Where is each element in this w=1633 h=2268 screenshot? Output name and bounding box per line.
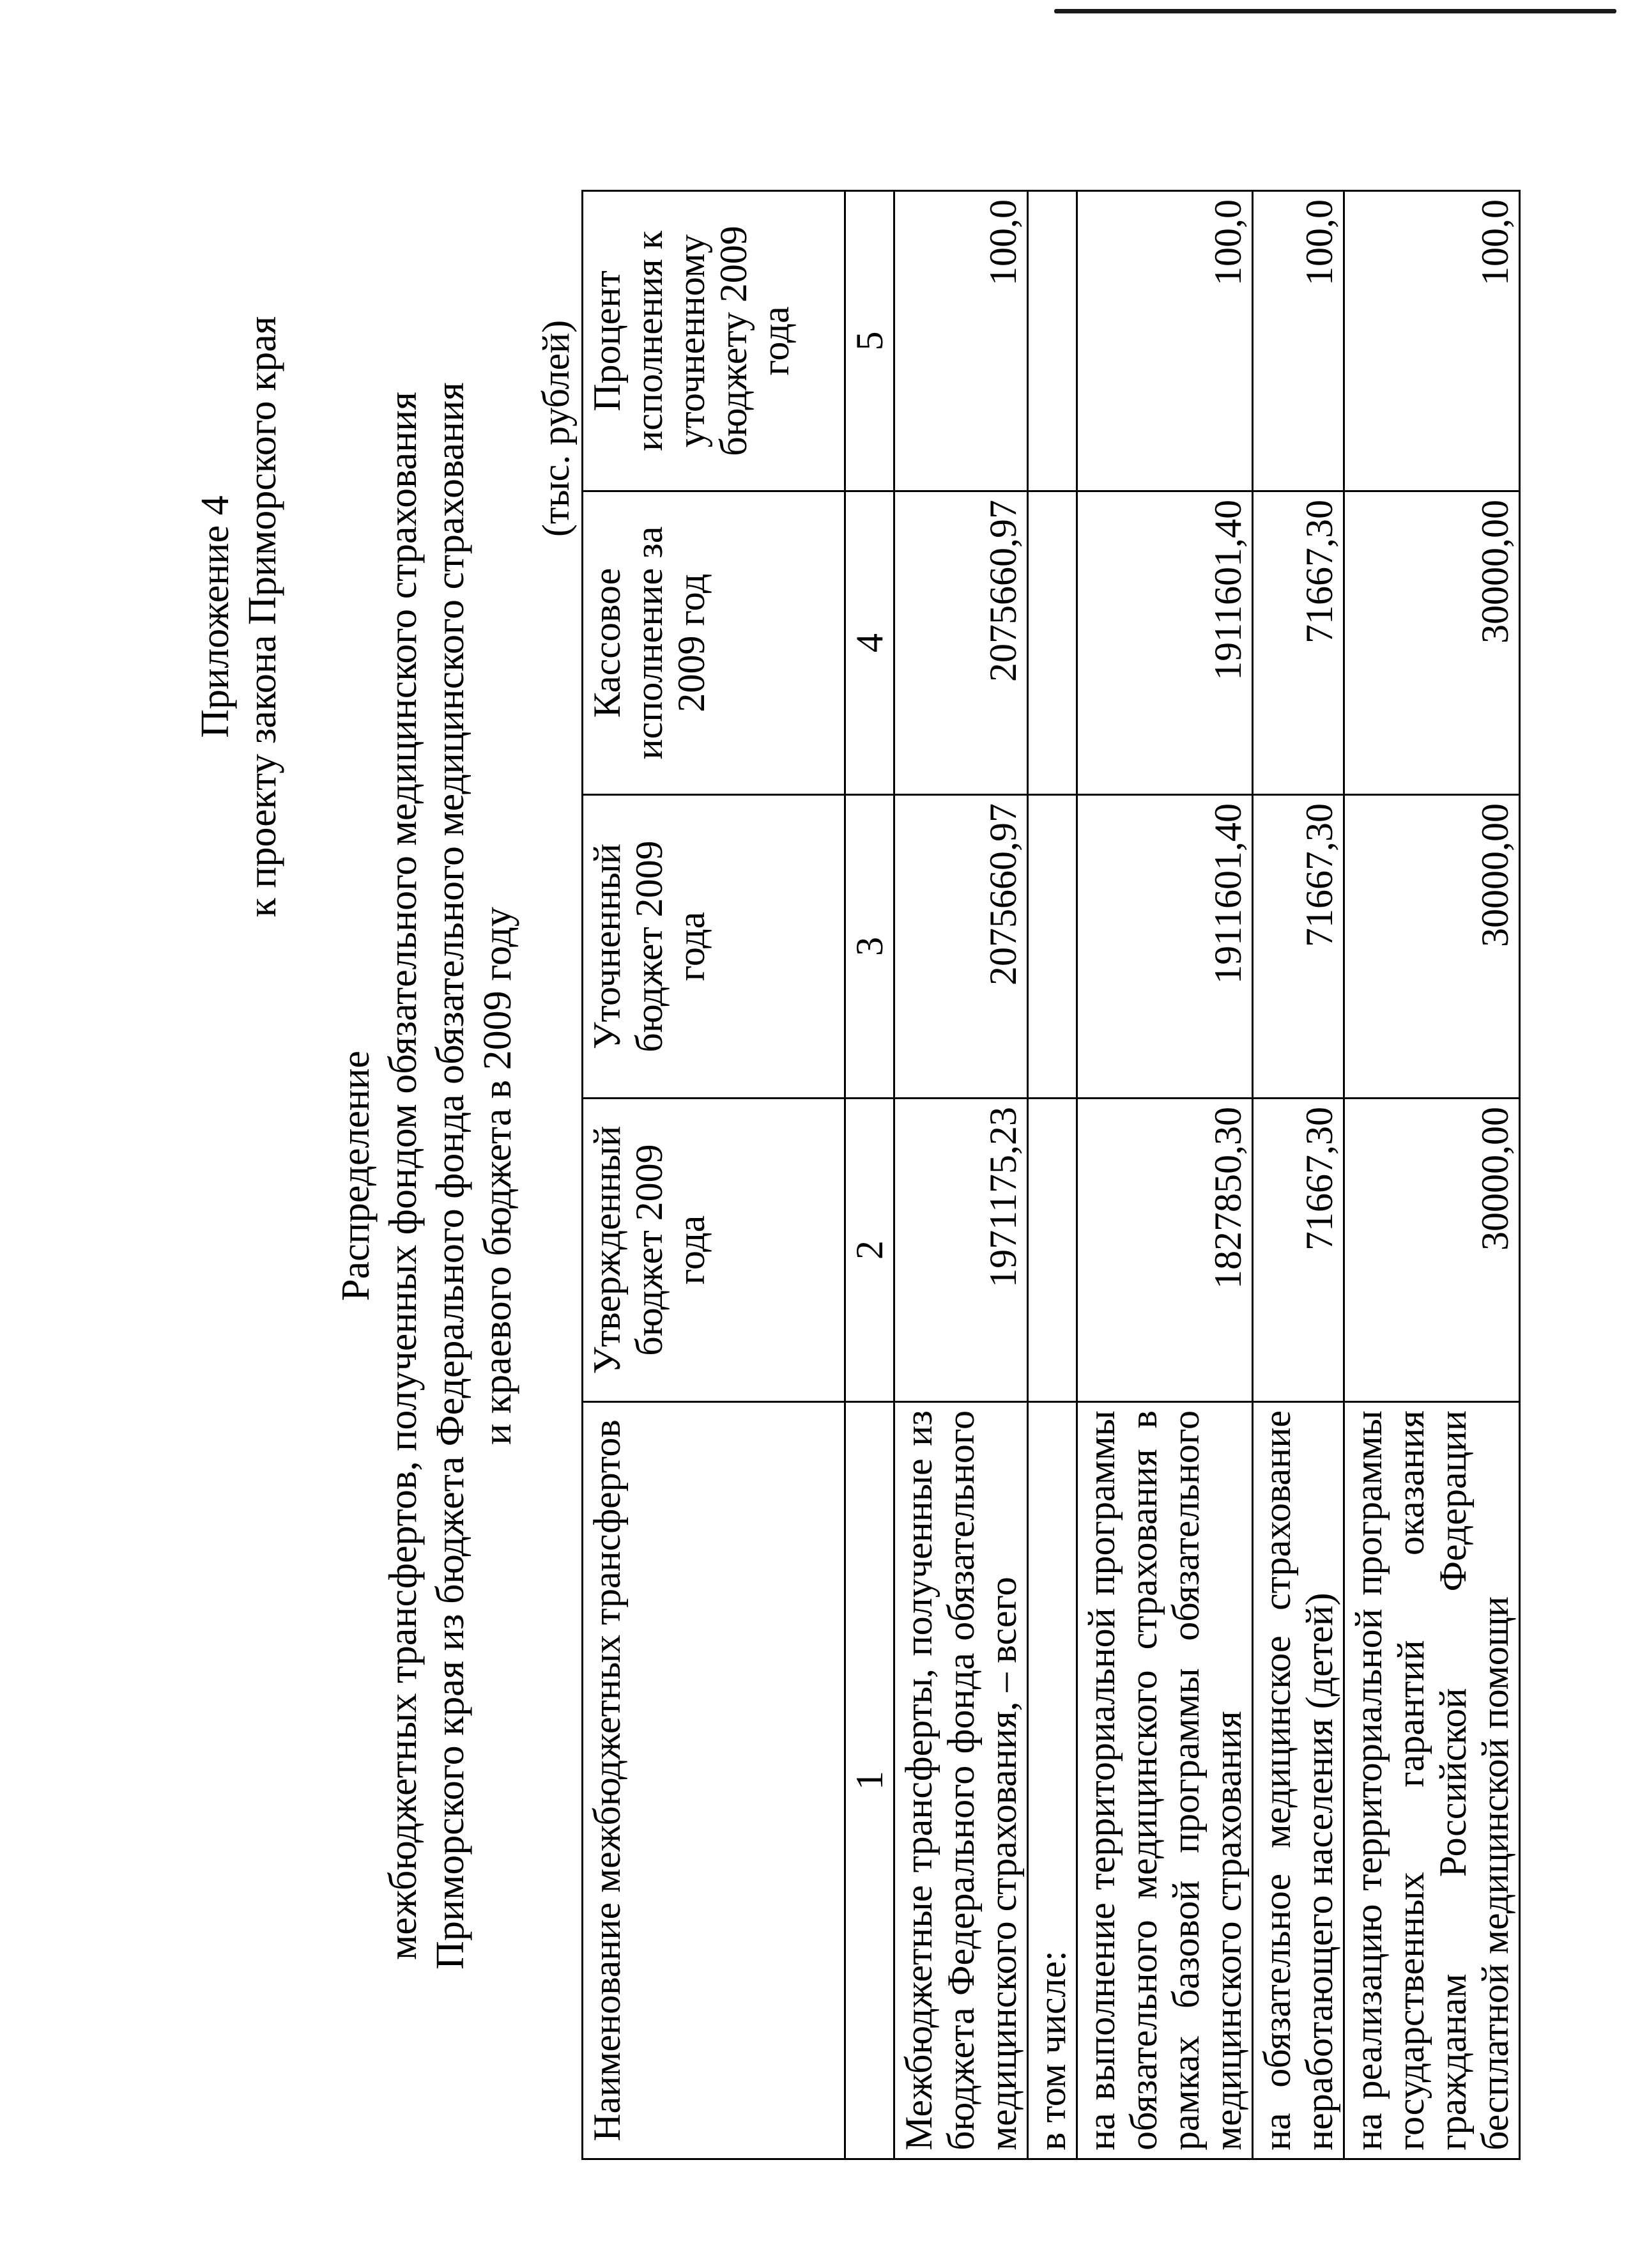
header-executed: Кассовое исполнение за 2009 год — [583, 491, 845, 795]
table-row — [1077, 191, 1253, 2159]
appendix-reference: к проекту закона Приморского края — [241, 316, 284, 918]
column-number: 5 — [845, 191, 894, 491]
row-approved: 71667,30 — [1253, 1099, 1344, 1402]
column-number: 3 — [845, 795, 894, 1099]
row-executed: 30000,00 — [1344, 491, 1520, 795]
column-number: 2 — [845, 1099, 894, 1402]
column-number: 4 — [845, 491, 894, 795]
header-approved: Утвержденный бюджет 2009 года — [583, 1099, 845, 1402]
document-title — [332, 153, 521, 2198]
row-percent: 100,0 — [1344, 191, 1520, 491]
title-line-1: Распределение — [334, 1051, 378, 1301]
appendix-label — [192, 249, 286, 984]
row-executed: 2075660,97 — [894, 491, 1028, 795]
row-executed: 1911601,40 — [1077, 491, 1253, 795]
row-name: Межбюджетные трансферты, полученные из бюджета Федерального фонда обязательного медицинского страхования, – всего — [894, 1402, 1028, 2159]
transfers-table — [581, 190, 1521, 2160]
row-name: на реализацию территориальной программы государственных гарантий оказания гражданам Российской Федерации бесплатной медицинской помощи — [1344, 1402, 1520, 2159]
row-revised: 1911601,40 — [1077, 795, 1253, 1099]
row-name: на обязательное медицинское страхование неработающего населения (детей) — [1253, 1402, 1344, 2159]
row-revised: 71667,30 — [1253, 795, 1344, 1099]
units-note: (тыс. рублей) — [535, 320, 577, 537]
row-name: на выполнение территориальной программы обязательного медицинского страхования в рамках базовой программы обязательного медицинского страхования — [1077, 1402, 1253, 2159]
row-executed: 71667,30 — [1253, 491, 1344, 795]
header-row — [583, 191, 845, 2159]
row-revised: 2075660,97 — [894, 795, 1028, 1099]
row-approved: 1971175,23 — [894, 1099, 1028, 1402]
row-percent: 100,0 — [894, 191, 1028, 491]
appendix-number: Приложение 4 — [194, 495, 237, 738]
row-percent: 100,0 — [1077, 191, 1253, 491]
row-name: в том числе: — [1028, 1402, 1077, 2159]
row-percent — [1028, 191, 1077, 491]
row-approved — [1028, 1099, 1077, 1402]
table-row — [894, 191, 1028, 2159]
header-percent: Процент исполнения к уточненному бюджету 2009 года — [583, 191, 845, 491]
row-approved: 30000,00 — [1344, 1099, 1520, 1402]
title-line-3: Приморского края из бюджета Федерального фонда обязательного медицинского страхования — [429, 382, 472, 1970]
row-percent: 100,0 — [1253, 191, 1344, 491]
column-number: 1 — [845, 1402, 894, 2159]
scan-edge-line — [1054, 9, 1616, 13]
row-revised — [1028, 795, 1077, 1099]
row-approved: 1827850,30 — [1077, 1099, 1253, 1402]
table-row — [1253, 191, 1344, 2159]
title-line-4: и краевого бюджета в 2009 году — [476, 907, 519, 1445]
header-name: Наименование межбюджетных трансфертов — [583, 1402, 845, 2159]
rotated-page — [141, 153, 1546, 2198]
row-executed — [1028, 491, 1077, 795]
table-row — [1028, 191, 1077, 2159]
header-revised: Уточненный бюджет 2009 года — [583, 795, 845, 1099]
row-revised: 30000,00 — [1344, 795, 1520, 1099]
table-row — [1344, 191, 1520, 2159]
title-line-2: межбюджетных трансфертов, полученных фондом обязательного медицинского страхования — [381, 392, 425, 1960]
column-numbers-row — [845, 191, 894, 2159]
